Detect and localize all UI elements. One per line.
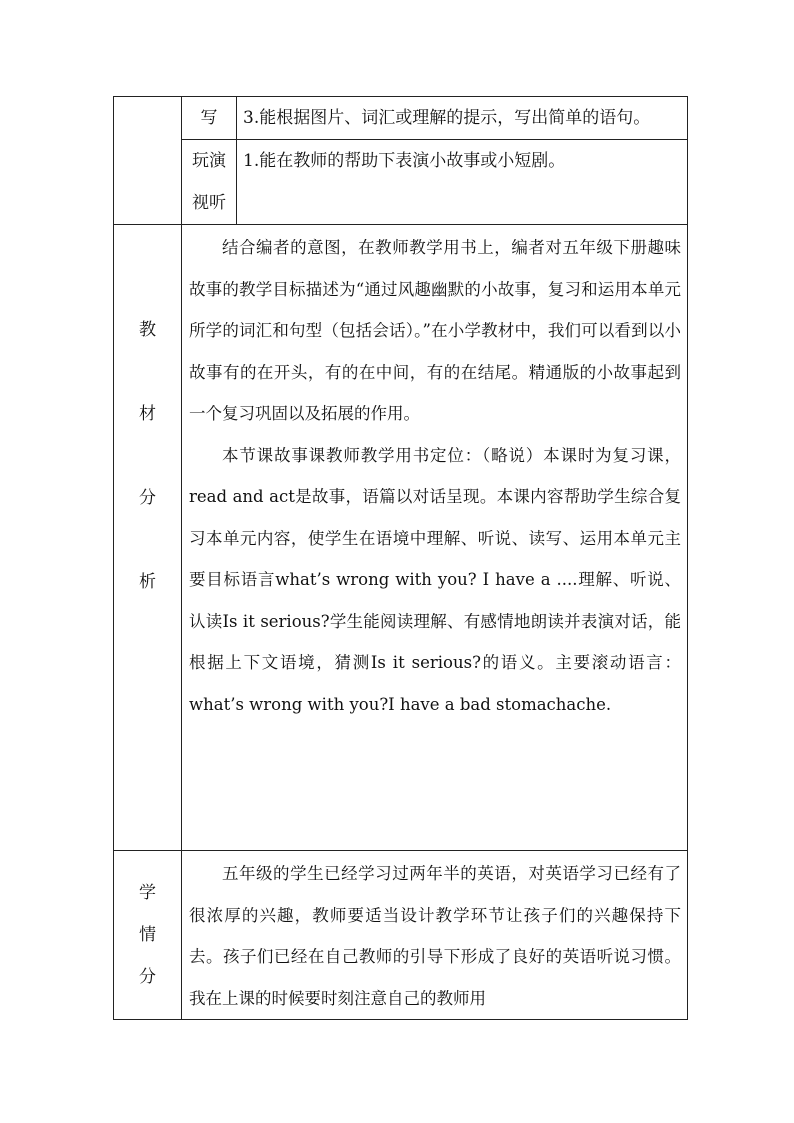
paragraph: 五年级的学生已经学习过两年半的英语，对英语学习已经有了很浓厚的兴趣，教师要适当设计教学环节让孩子们的兴趣保持下去。孩子们已经在自己教师的引导下形成了良好的英语听说习惯。我在上课的时候要时刻注意自己的教师用: [189, 864, 681, 1008]
material-analysis-content: [182, 225, 688, 851]
label-char: 分: [139, 967, 156, 987]
material-analysis-row: [114, 225, 688, 851]
skill-label-play-act: [182, 140, 237, 225]
skill-requirement-write: 3.能根据图片、词汇或理解的提示，写出简单的语句。: [237, 97, 688, 140]
skill-row-write: [114, 97, 688, 140]
lesson-plan-table: [113, 96, 688, 1020]
material-analysis-label: [114, 225, 182, 851]
paragraph: 本节课故事课教师教学用书定位：（略说）本课时为复习课，read and act是故事，语篇以对话呈现。本课内容帮助学生综合复习本单元内容，使学生在语境中理解、听说、读写、运用本单元主要目标语言what’s wrong with you? I have a ....理解、听说、认读Is it serious?学生能阅读理解、有感情地朗读并表演对话，能根据上下文语境，猜测Is it serious?的语义。主要滚动语言：what’s wrong with you?I have a bad stomachache.: [189, 445, 681, 714]
student-analysis-row: [114, 851, 688, 1020]
skill-label-line-1: 玩演: [192, 151, 226, 171]
label-char: 分: [139, 488, 156, 508]
label-char: 析: [139, 572, 156, 592]
skills-blank-cell: [114, 97, 182, 225]
paragraph: 结合编者的意图，在教师教学用书上，编者对五年级下册趣味故事的教学目标描述为“通过风趣幽默的小故事，复习和运用本单元所学的词汇和句型（包括会话）。”在小学教材中，我们可以看到以小故事有的在开头，有的在中间，有的在结尾。精通版的小故事起到一个复习巩固以及拓展的作用。: [189, 238, 681, 423]
student-analysis-label: [114, 851, 182, 1020]
label-char: 学: [139, 883, 156, 903]
label-char: 教: [139, 320, 156, 340]
label-char: 情: [139, 925, 156, 945]
skill-requirement-play-act: 1.能在教师的帮助下表演小故事或小短剧。: [237, 140, 688, 225]
skill-label-write: 写: [182, 97, 237, 140]
student-analysis-content: [182, 851, 688, 1020]
skill-row-play-act: [114, 140, 688, 225]
skill-label-line-2: 视听: [192, 193, 226, 213]
label-char: 材: [139, 404, 156, 424]
